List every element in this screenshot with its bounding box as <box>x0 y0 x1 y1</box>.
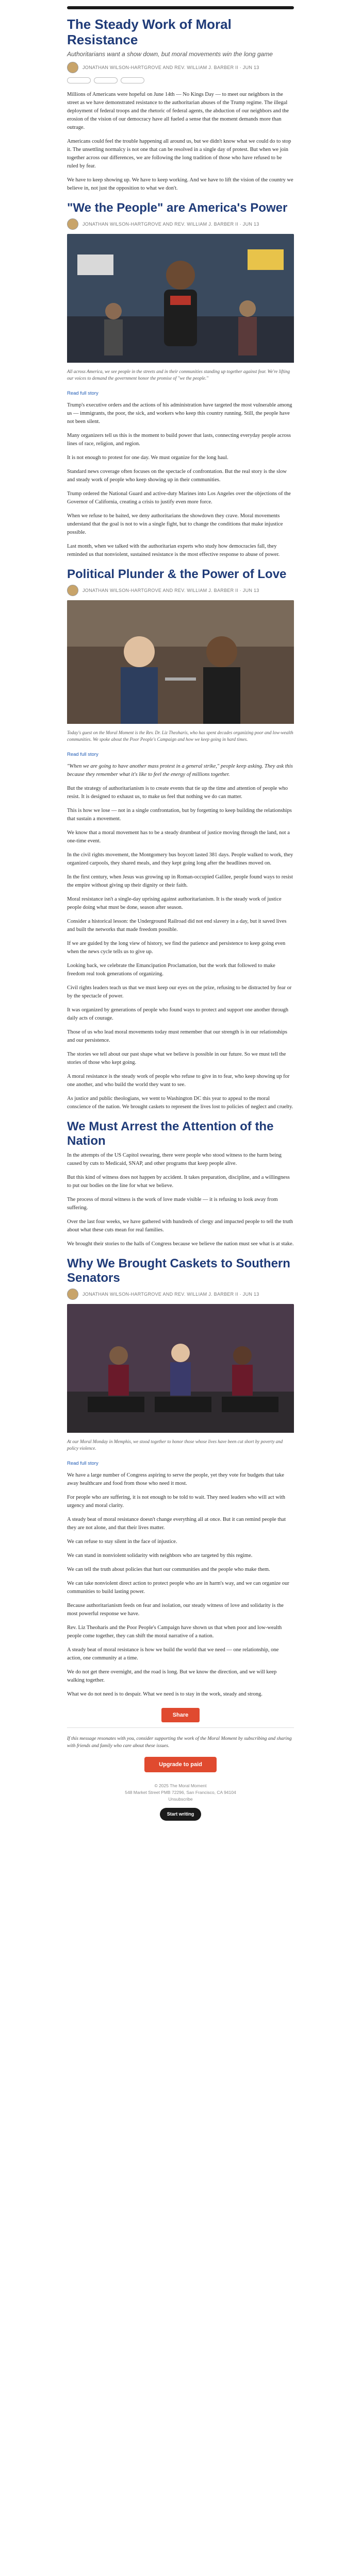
byline-text: JONATHAN WILSON-HARTGROVE AND REV. WILLIAM J. BARBER II · JUN 13 <box>83 1292 259 1297</box>
body-paragraph: It was organized by generations of people who found ways to protect and support one another through daily acts of courage. <box>67 1007 289 1021</box>
section-photo[interactable] <box>67 234 294 365</box>
body-paragraph: For people who are suffering, it is not enough to be told to wait. They need leaders who will act with urgency and moral clarity. <box>67 1495 286 1509</box>
section-byline <box>67 1289 294 1300</box>
photo-caption: At our Moral Monday in Memphis, we stood together to honor those whose lives have been cut short by poverty and policy violence. <box>67 1439 283 1451</box>
body-paragraph: Moral resistance isn't a single-day uprising against authoritarianism. It is the steady work of justice people doing what must be done, season after season. <box>67 896 282 910</box>
article-title[interactable]: The Steady Work of Moral Resistance <box>67 16 232 47</box>
read-more-link[interactable]: Read full story <box>67 391 99 396</box>
intro-paragraph: Americans could feel the trouble happening all around us, but we didn't know what we could do to stop it. The unsettling normalcy is not one that can be resolved in a single day of protest. But when we join together across our differences, we are following the long tradition of those who have refused to be ruled by fear. <box>67 139 291 169</box>
intro-paragraph: Millions of Americans were hopeful on June 14th — No Kings Day — to meet our neighbors in the street as we have demonstrated resistance to the authoritarian abuses of the Trump regime. The illegal deployment of federal troops and the rhetoric of federal agents, the abduction of our neighbors and the erosion of the vision of our democracy have all fueled a sense that the moment demands more than outrage. <box>67 92 289 130</box>
section-byline <box>67 585 294 596</box>
body-paragraph: We do not get there overnight, and the road is long. But we know the direction, and we will keep walking together. <box>67 1669 277 1683</box>
body-paragraph: We can tell the truth about policies that hurt our communities and the people who make them. <box>67 1567 270 1572</box>
body-paragraph: A steady beat of moral resistance is how we build the world that we need — one relationship, one action, one community at a time. <box>67 1647 279 1661</box>
read-more-link[interactable]: Read full story <box>67 1461 99 1466</box>
body-paragraph: Trump's executive orders and the actions of his administration have targeted the most vulnerable among us — immigrants, the poor, the sick, and workers who keep this country running. Still, the people have not been silent. <box>67 402 292 425</box>
section-heading: "We the People" are America's Power <box>67 201 288 215</box>
section-heading: Why We Brought Caskets to Southern Senators <box>67 1257 290 1285</box>
body-paragraph: We have a large number of Congress aspiring to serve the people, yet they vote for budgets that take away healthcare and food from those who need it most. <box>67 1472 284 1486</box>
restack-button[interactable] <box>121 77 144 83</box>
footer <box>67 1783 294 1821</box>
body-paragraph: Civil rights leaders teach us that we must keep our eyes on the prize, refusing to be distracted by fear or by the spectacle of power. <box>67 985 292 999</box>
share-button[interactable]: Share <box>161 1708 200 1722</box>
author-avatar <box>67 1289 78 1300</box>
body-paragraph: A steady beat of moral resistance doesn't change everything all at once. But it can remind people that they are not alone, and that their lives matter. <box>67 1517 286 1531</box>
body-paragraph: In the first century, when Jesus was growing up in Roman-occupied Galilee, people found ways to resist the empire without giving up their dignity or their faith. <box>67 874 293 888</box>
upgrade-button[interactable]: Upgrade to paid <box>144 1757 217 1772</box>
body-paragraph: Because authoritarianism feeds on fear and isolation, our steady witness of love and solidarity is the most powerful response we have. <box>67 1603 284 1617</box>
body-paragraph: The process of moral witness is the work of love made visible — it is refusing to look away from suffering. <box>67 1197 278 1211</box>
photo-caption: Today's guest on the Moral Moment is the Rev. Dr. Liz Theoharis, who has spent decades organizing poor and low-wealth communities. We spoke about the Poor People's Campaign and how we keep going in hard times. <box>67 730 293 742</box>
byline-text: JONATHAN WILSON-HARTGROVE AND REV. WILLIAM J. BARBER II · JUN 13 <box>83 65 259 70</box>
body-paragraph: As justice and public theologians, we went to Washington DC this year to appeal to the moral conscience of the nation. We brought caskets to represent the lives lost to policies of neglect and cruelty. <box>67 1096 293 1110</box>
body-paragraph: Trump ordered the National Guard and active-duty Marines into Los Angeles over the objections of the Governor of California, creating a crisis to justify even more force. <box>67 491 291 505</box>
body-paragraph: Those of us who lead moral movements today must remember that our strength is in our relationships and our persistence. <box>67 1029 287 1043</box>
body-paragraph: "When we are going to have another mass protest in a general strike," people keep asking. They ask this because they remember what it's like to feel the energy of millions together. <box>67 764 293 777</box>
body-paragraph: The stories we tell about our past shape what we believe is possible in our future. So we must tell the stories of those who kept going. <box>67 1052 286 1065</box>
like-button[interactable] <box>67 77 91 83</box>
body-paragraph: But this kind of witness does not happen by accident. It takes preparation, discipline, and a willingness to put our bodies on the line for what we believe. <box>67 1175 290 1189</box>
comment-button[interactable] <box>94 77 118 83</box>
body-paragraph: Standard news coverage often focuses on the spectacle of confrontation. But the real story is the slow and steady work of people who keep showing up in their communities. <box>67 469 287 483</box>
footer-copyright: © 2025 The Moral Moment <box>154 1783 207 1788</box>
section-photo[interactable] <box>67 1304 294 1435</box>
unsubscribe-link[interactable]: Unsubscribe <box>168 1797 193 1802</box>
header-bar <box>67 6 294 9</box>
body-paragraph: In the civil rights movement, the Montgomery bus boycott lasted 381 days. People walked to work, they organized carpools, they shared meals, and they kept going long after the headlines moved on. <box>67 852 293 866</box>
podcast-photo-illustration <box>67 600 294 724</box>
body-paragraph: Looking back, we celebrate the Emancipation Proclamation, but the work that followed to make freedom real took generations of organizing. <box>67 963 275 977</box>
body-paragraph: In the attempts of the US Capitol swearing, there were people who stood witness to the harm being caused by cuts to Medicaid, SNAP, and other programs that keep people alive. <box>67 1153 282 1166</box>
body-paragraph: Rev. Liz Theoharis and the Poor People's Campaign have shown us that when poor and low-wealth people come together, they can shift the moral narrative of a nation. <box>67 1625 282 1639</box>
byline <box>67 62 294 73</box>
body-paragraph: What we do not need is to despair. What we need is to stay in the work, steady and strong. <box>67 1691 262 1697</box>
body-paragraph: But the strategy of authoritarianism is to create events that tie up the time and attention of people who resist. It is designed to exhaust us, to make us feel that nothing we do can matter. <box>67 786 288 800</box>
protest-photo-illustration <box>67 234 294 363</box>
start-writing-button[interactable]: Start writing <box>160 1808 202 1821</box>
divider <box>67 1727 294 1728</box>
section-heading: We Must Arrest the Attention of the Nation <box>67 1120 274 1148</box>
body-paragraph: It is not enough to protest for one day. We must organize for the long haul. <box>67 455 228 461</box>
section-photo[interactable] <box>67 600 294 726</box>
body-paragraph: We brought their stories to the halls of Congress because we believe the nation must see what is at stake. <box>67 1241 294 1247</box>
article-subtitle: Authoritarians want a show down, but moral movements win the long game <box>67 50 273 58</box>
body-paragraph: Many organizers tell us this is the moment to build power that lasts, connecting everyday people across lines of race, religion, and region. <box>67 433 291 447</box>
author-avatar <box>67 218 78 230</box>
author-avatar <box>67 62 78 73</box>
body-paragraph: Over the last four weeks, we have gathered with hundreds of clergy and impacted people to tell the truth about what these cuts mean for real families. <box>67 1219 293 1233</box>
author-avatar <box>67 585 78 596</box>
body-paragraph: Consider a historical lesson: the Underground Railroad did not end slavery in a day, but it saved lives and built the networks that made freedom possible. <box>67 919 287 933</box>
body-paragraph: We know that a moral movement has to be a steady drumbeat of justice moving through the land, not a one-time event. <box>67 830 290 844</box>
body-paragraph: This is how we lose — not in a single confrontation, but by forgetting to keep building the relationships that sustain a movement. <box>67 808 292 822</box>
footer-address: 548 Market Street PMB 72296, San Francisco, CA 94104 <box>125 1790 236 1795</box>
section-heading: Political Plunder & the Power of Love <box>67 567 287 581</box>
subscribe-wrap <box>67 1757 294 1772</box>
byline-text: JONATHAN WILSON-HARTGROVE AND REV. WILLIAM J. BARBER II · JUN 13 <box>83 588 259 593</box>
share-wrap <box>67 1708 294 1722</box>
body-paragraph: When we refuse to be baited, we deny authoritarians the showdown they crave. Moral movements understand that the goal is not to win a single fight, but to change the conditions that make injustice possible. <box>67 513 283 535</box>
section-byline <box>67 218 294 230</box>
body-paragraph: We can take nonviolent direct action to protect people who are in harm's way, and we can organize our communities to build lasting power. <box>67 1581 289 1595</box>
photo-caption: All across America, we see people in the streets and in their communities standing up together against fear. We're lifting our voices to demand the government honor the promise of "we the people." <box>67 369 290 381</box>
intro-paragraph: We have to keep showing up. We have to keep working. And we have to lift the vision of the country we believe in, not just the opposition to what we don't. <box>67 177 293 191</box>
body-paragraph: We can stand in nonviolent solidarity with neighbors who are targeted by this regime. <box>67 1553 253 1558</box>
byline-text: JONATHAN WILSON-HARTGROVE AND REV. WILLIAM J. BARBER II · JUN 13 <box>83 222 259 227</box>
body-paragraph: We can refuse to stay silent in the face of injustice. <box>67 1539 177 1545</box>
body-paragraph: A moral resistance is the steady work of people who refuse to give in to fear, who keep showing up for one another, and who build the world they want to see. <box>67 1074 290 1088</box>
read-more-link[interactable]: Read full story <box>67 752 99 757</box>
body-paragraph: If we are guided by the long view of history, we find the patience and persistence to keep going even when the news cycle tells us to give up. <box>67 941 286 955</box>
caskets-photo-illustration <box>67 1304 294 1433</box>
body-paragraph: Last month, when we talked with the authoritarian experts who study how democracies fall, they reminded us that nonviolent, sustained resistance is the most effective response to abuse of power. <box>67 544 280 557</box>
article-column <box>67 16 294 1821</box>
social-buttons <box>67 77 294 83</box>
footer-note: If this message resonates with you, consider supporting the work of the Moral Moment by subscribing and sharing with friends and family who care about these issues. <box>67 1736 292 1749</box>
